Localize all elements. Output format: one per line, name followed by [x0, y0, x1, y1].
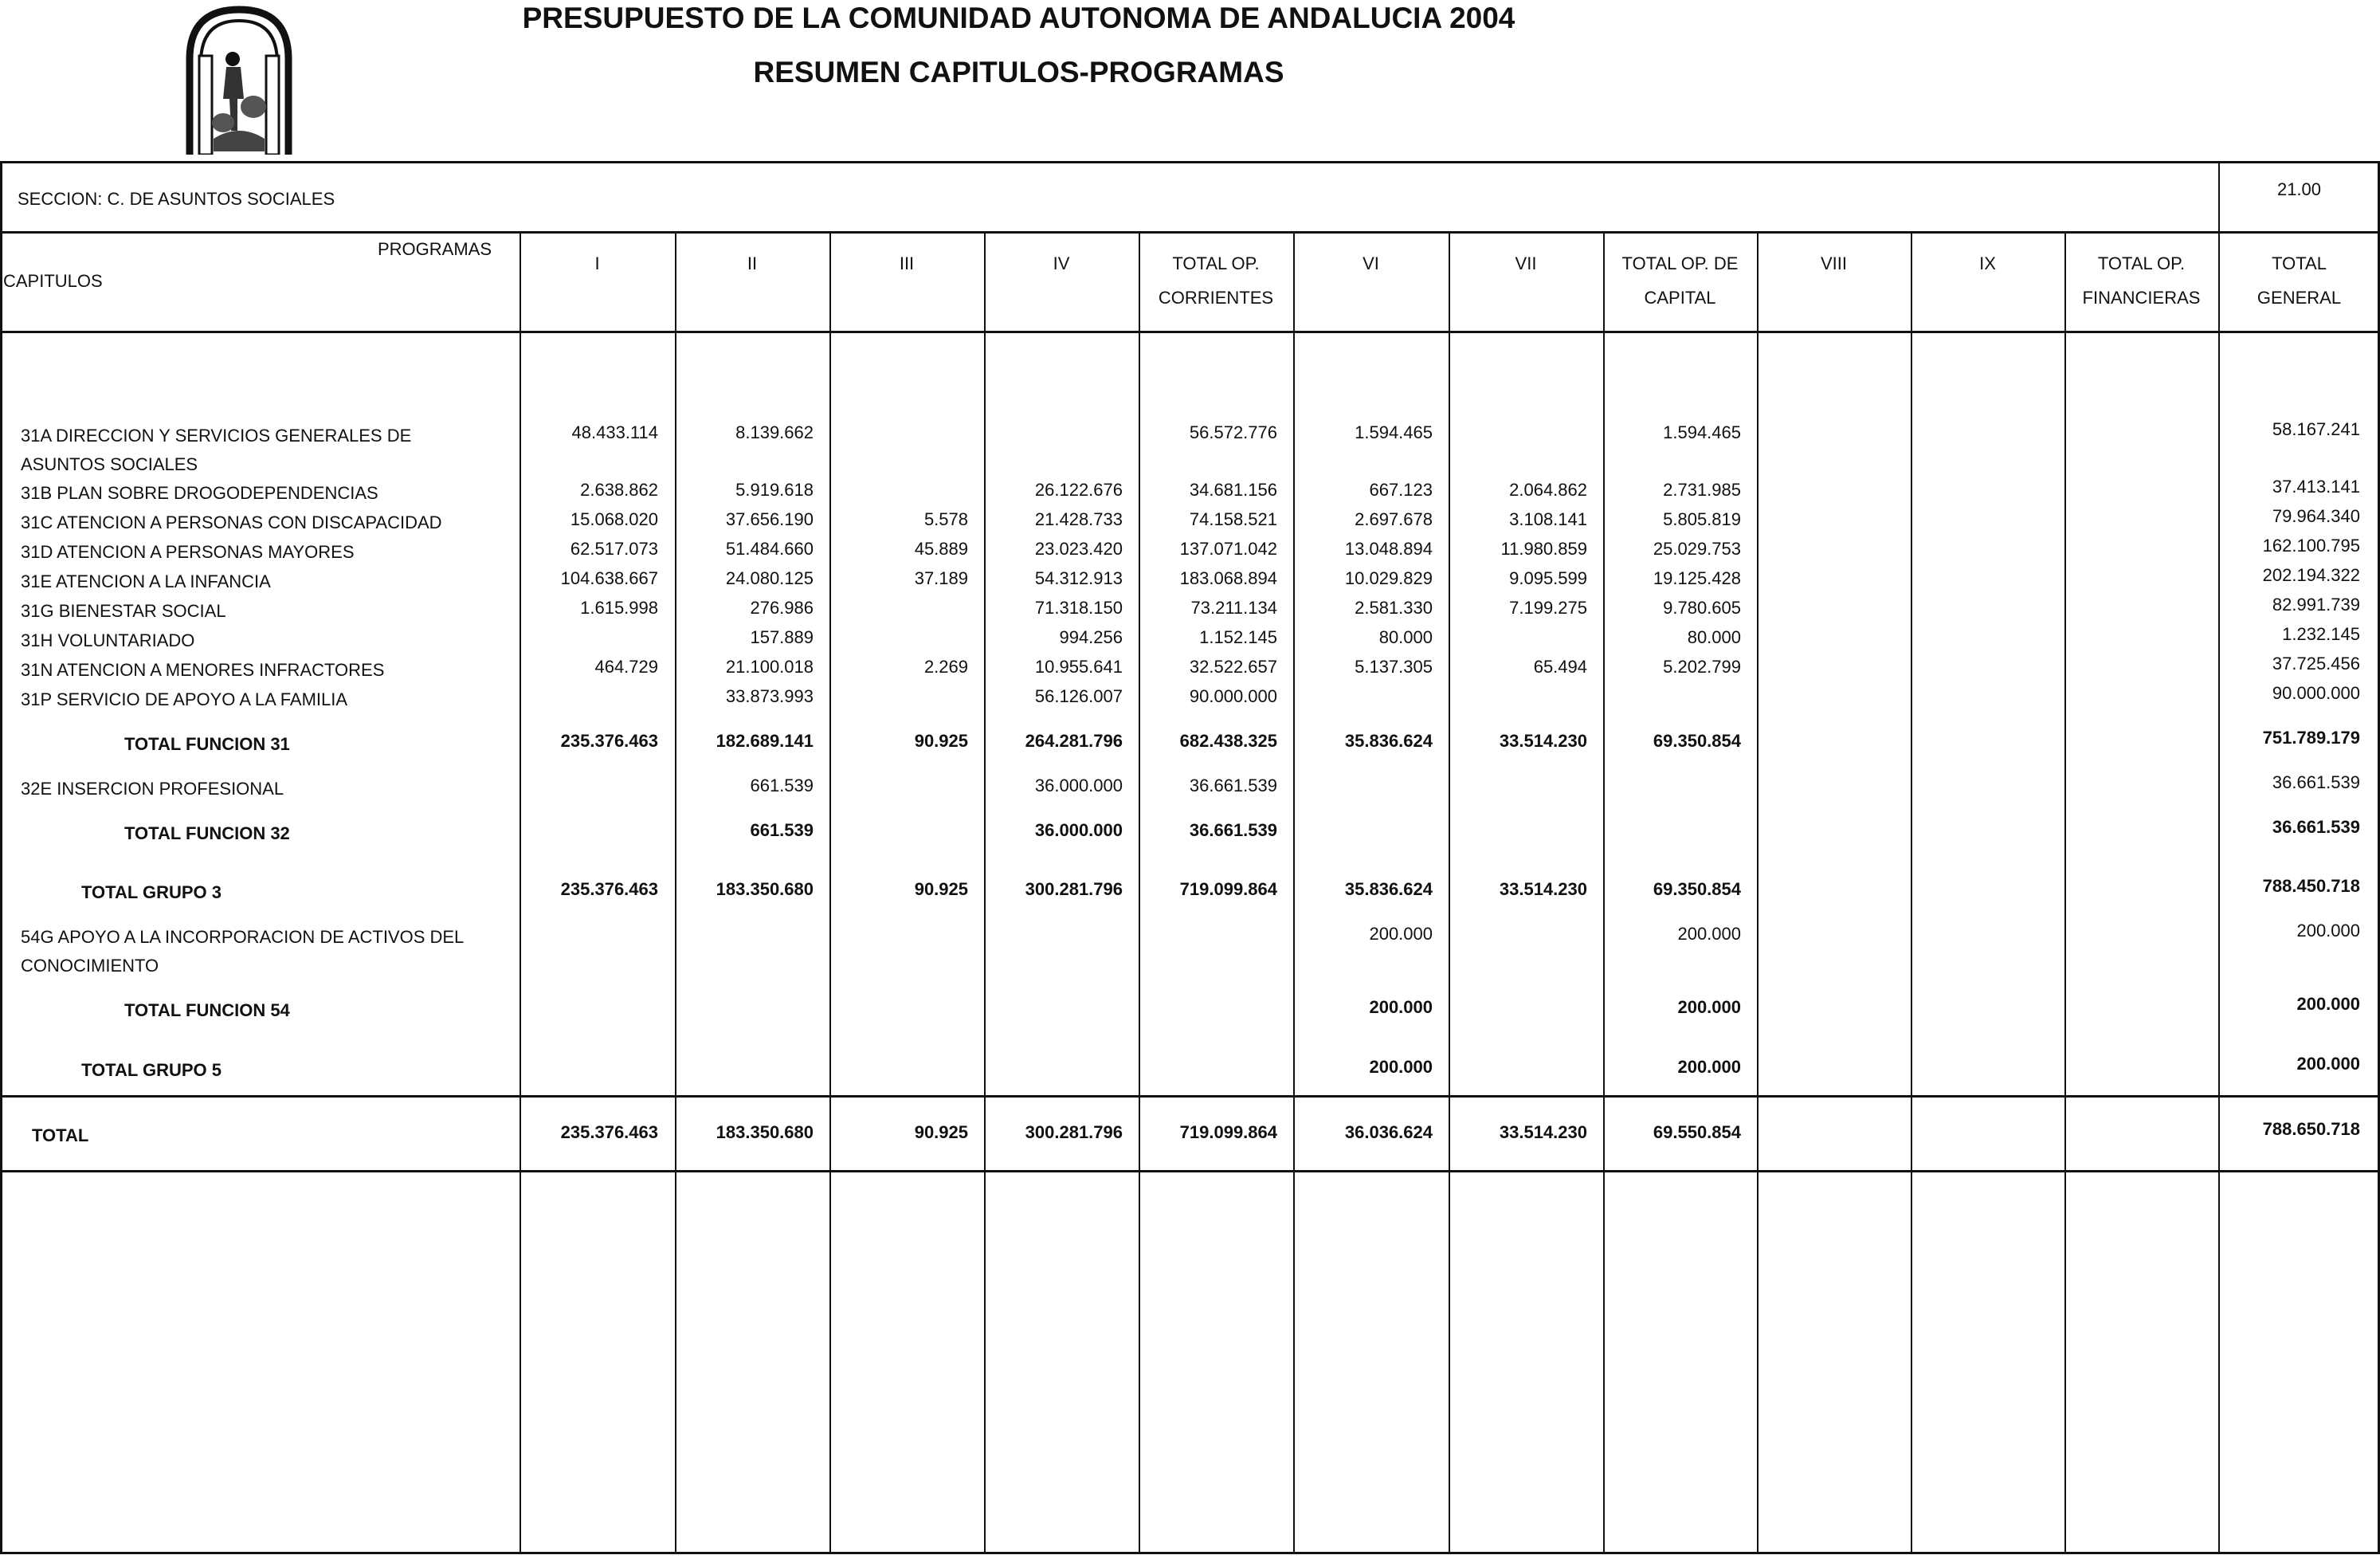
cell-r31d-iv: 23.023.420: [1034, 539, 1123, 559]
cell-tg3-iv: 300.281.796: [1025, 879, 1123, 899]
cell-r31h-tg: 1.232.145: [2282, 624, 2360, 644]
cell-total-ii: 183.350.680: [716, 1122, 814, 1142]
cell-r31d-iii: 45.889: [914, 539, 968, 559]
cell-r31g-i: 1.615.998: [580, 598, 658, 618]
row-label-r31g: 31G BIENESTAR SOCIAL: [21, 601, 226, 621]
row-label-tf32: TOTAL FUNCION 32: [124, 823, 290, 843]
cell-r31d-tg: 162.100.795: [2262, 536, 2360, 556]
row-label-total: TOTAL: [32, 1125, 89, 1145]
cell-r31n-tg: 37.725.456: [2272, 654, 2360, 673]
col-header-total-capital-1: TOTAL OP. DE: [1621, 253, 1739, 273]
header-capitulos: CAPITULOS: [3, 271, 103, 291]
cell-r31e-toc: 183.068.894: [1179, 568, 1277, 588]
row-label-r31e: 31E ATENCION A LA INFANCIA: [21, 571, 271, 591]
cell-total-vi: 36.036.624: [1344, 1122, 1433, 1142]
cell-r32e-iv: 36.000.000: [1034, 776, 1123, 795]
cell-r31h-vi: 80.000: [1378, 627, 1433, 647]
row-label-r31n: 31N ATENCION A MENORES INFRACTORES: [21, 660, 385, 680]
cell-r31g-tg: 82.991.739: [2272, 595, 2360, 615]
cell-r31h-iv: 994.256: [1059, 627, 1123, 647]
cell-total-tg: 788.650.718: [2262, 1119, 2360, 1139]
row-label-r31c: 31C ATENCION A PERSONAS CON DISCAPACIDAD: [21, 512, 442, 532]
cell-total-i: 235.376.463: [560, 1122, 658, 1142]
cell-tg5-vi: 200.000: [1369, 1057, 1433, 1077]
row-label-cont-r54g: CONOCIMIENTO: [21, 956, 159, 976]
cell-r31g-vi: 2.581.330: [1355, 598, 1433, 618]
cell-r31n-ii: 21.100.018: [725, 657, 814, 677]
cell-r31p-toc: 90.000.000: [1189, 686, 1277, 706]
cell-tf31-vi: 35.836.624: [1344, 731, 1433, 751]
cell-r31n-tcap: 5.202.799: [1663, 657, 1741, 677]
row-label-r31h: 31H VOLUNTARIADO: [21, 630, 195, 650]
cell-r31h-ii: 157.889: [750, 627, 814, 647]
row-label-tf31: TOTAL FUNCION 31: [124, 734, 290, 754]
col-header-IX: IX: [1979, 253, 1996, 273]
row-label-tg3: TOTAL GRUPO 3: [81, 882, 222, 902]
cell-r31a-toc: 56.572.776: [1189, 422, 1277, 442]
document-subtitle: RESUMEN CAPITULOS-PROGRAMAS: [753, 56, 1284, 88]
document-title: PRESUPUESTO DE LA COMUNIDAD AUTONOMA DE ANDALUCIA 2004: [522, 2, 1515, 34]
cell-tf54-tcap: 200.000: [1677, 997, 1741, 1017]
col-header-VII: VII: [1515, 253, 1537, 273]
col-header-I: I: [594, 253, 600, 273]
cell-r31g-tcap: 9.780.605: [1663, 598, 1741, 618]
col-header-total-general-1: TOTAL: [2272, 253, 2327, 273]
divider: [0, 1095, 2380, 1098]
cell-r31e-ii: 24.080.125: [725, 568, 814, 588]
cell-r31c-ii: 37.656.190: [725, 509, 814, 529]
cell-tf32-toc: 36.661.539: [1189, 820, 1277, 840]
col-header-total-financieras-2: FINANCIERAS: [2082, 288, 2201, 308]
cell-r32e-tg: 36.661.539: [2272, 772, 2360, 792]
table-frame: [0, 161, 2380, 1554]
cell-r31b-vii: 2.064.862: [1509, 480, 1587, 500]
cell-r31n-toc: 32.522.657: [1189, 657, 1277, 677]
cell-r31e-vii: 9.095.599: [1509, 568, 1587, 588]
cell-r31h-tcap: 80.000: [1687, 627, 1741, 647]
cell-r31c-i: 15.068.020: [570, 509, 658, 529]
cell-r31n-iii: 2.269: [923, 657, 968, 677]
andalucia-emblem-icon: [182, 3, 296, 155]
cell-tf31-toc: 682.438.325: [1179, 731, 1277, 751]
col-header-total-financieras-1: TOTAL OP.: [2097, 253, 2186, 273]
divider: [0, 1170, 2380, 1172]
cell-r31a-tg: 58.167.241: [2272, 419, 2360, 439]
cell-total-tcap: 69.550.854: [1653, 1122, 1741, 1142]
cell-r31e-tg: 202.194.322: [2262, 565, 2360, 585]
cell-r31n-iv: 10.955.641: [1034, 657, 1123, 677]
cell-tf31-i: 235.376.463: [560, 731, 658, 751]
cell-tf32-iv: 36.000.000: [1034, 820, 1123, 840]
col-header-total-general-2: GENERAL: [2256, 288, 2342, 308]
cell-r31g-iv: 71.318.150: [1034, 598, 1123, 618]
cell-tg5-tg: 200.000: [2296, 1054, 2360, 1074]
header-programas: PROGRAMAS: [378, 239, 492, 259]
section-code: 21.00: [2276, 179, 2322, 199]
cell-r31c-vii: 3.108.141: [1509, 509, 1587, 529]
row-label-r31a: 31A DIRECCION Y SERVICIOS GENERALES DE: [21, 426, 412, 446]
cell-r31d-vi: 13.048.894: [1344, 539, 1433, 559]
row-label-r32e: 32E INSERCION PROFESIONAL: [21, 779, 284, 799]
cell-r31p-tg: 90.000.000: [2272, 683, 2360, 703]
cell-tg3-vii: 33.514.230: [1499, 879, 1587, 899]
cell-r31e-tcap: 19.125.428: [1653, 568, 1741, 588]
cell-r31a-tcap: 1.594.465: [1663, 422, 1741, 442]
cell-r31c-toc: 74.158.521: [1189, 509, 1277, 529]
cell-tg3-i: 235.376.463: [560, 879, 658, 899]
divider: [0, 231, 2380, 234]
cell-tf32-ii: 661.539: [750, 820, 814, 840]
cell-r31b-ii: 5.919.618: [735, 480, 814, 500]
cell-r31b-tg: 37.413.141: [2272, 477, 2360, 497]
cell-r31c-tcap: 5.805.819: [1663, 509, 1741, 529]
cell-r54g-tcap: 200.000: [1677, 924, 1741, 944]
cell-tg3-ii: 183.350.680: [716, 879, 814, 899]
cell-r32e-toc: 36.661.539: [1189, 776, 1277, 795]
cell-r31e-vi: 10.029.829: [1344, 568, 1433, 588]
cell-r31p-ii: 33.873.993: [725, 686, 814, 706]
cell-total-vii: 33.514.230: [1499, 1122, 1587, 1142]
row-label-r31d: 31D ATENCION A PERSONAS MAYORES: [21, 542, 355, 562]
cell-r31b-tcap: 2.731.985: [1663, 480, 1741, 500]
cell-r31a-ii: 8.139.662: [735, 422, 814, 442]
cell-r31b-toc: 34.681.156: [1189, 480, 1277, 500]
col-header-total-capital-2: CAPITAL: [1644, 288, 1716, 308]
cell-tf54-tg: 200.000: [2296, 994, 2360, 1014]
cell-tf31-tcap: 69.350.854: [1653, 731, 1741, 751]
cell-r31p-iv: 56.126.007: [1034, 686, 1123, 706]
cell-r31g-ii: 276.986: [750, 598, 814, 618]
cell-tf54-vi: 200.000: [1369, 997, 1433, 1017]
row-label-r31b: 31B PLAN SOBRE DROGODEPENDENCIAS: [21, 483, 378, 503]
col-header-II: II: [747, 253, 758, 273]
col-header-total-corrientes-2: CORRIENTES: [1158, 288, 1274, 308]
row-label-tg5: TOTAL GRUPO 5: [81, 1060, 222, 1080]
cell-tg3-iii: 90.925: [914, 879, 968, 899]
col-header-VIII: VIII: [1820, 253, 1847, 273]
cell-tg5-tcap: 200.000: [1677, 1057, 1741, 1077]
cell-tf31-tg: 751.789.179: [2262, 728, 2360, 748]
cell-r31b-i: 2.638.862: [580, 480, 658, 500]
cell-r31c-iv: 21.428.733: [1034, 509, 1123, 529]
cell-r31d-ii: 51.484.660: [725, 539, 814, 559]
divider: [2064, 231, 2066, 1554]
cell-total-iii: 90.925: [914, 1122, 968, 1142]
cell-r31c-iii: 5.578: [923, 509, 968, 529]
cell-tg3-tg: 788.450.718: [2262, 876, 2360, 896]
cell-r31c-vi: 2.697.678: [1355, 509, 1433, 529]
cell-total-toc: 719.099.864: [1179, 1122, 1277, 1142]
cell-r31b-iv: 26.122.676: [1034, 480, 1123, 500]
cell-total-iv: 300.281.796: [1025, 1122, 1123, 1142]
cell-tg3-tcap: 69.350.854: [1653, 879, 1741, 899]
cell-r31n-vii: 65.494: [1533, 657, 1587, 677]
col-header-total-corrientes-1: TOTAL OP.: [1172, 253, 1260, 273]
cell-r31a-vi: 1.594.465: [1355, 422, 1433, 442]
cell-tf31-iii: 90.925: [914, 731, 968, 751]
row-label-r31p: 31P SERVICIO DE APOYO A LA FAMILIA: [21, 689, 348, 709]
cell-r31a-i: 48.433.114: [571, 422, 658, 442]
cell-r54g-tg: 200.000: [2296, 921, 2360, 941]
row-label-r54g: 54G APOYO A LA INCORPORACION DE ACTIVOS DEL: [21, 927, 465, 947]
cell-r31n-i: 464.729: [594, 657, 658, 677]
cell-tf31-ii: 182.689.141: [716, 731, 814, 751]
cell-tg3-vi: 35.836.624: [1344, 879, 1433, 899]
divider: [1757, 231, 1759, 1554]
section-label: SECCION: C. DE ASUNTOS SOCIALES: [18, 189, 335, 209]
cell-r31n-vi: 5.137.305: [1355, 657, 1433, 677]
row-label-tf54: TOTAL FUNCION 54: [124, 1000, 290, 1020]
cell-r31b-vi: 667.123: [1369, 480, 1433, 500]
cell-r31h-toc: 1.152.145: [1199, 627, 1277, 647]
cell-tf32-tg: 36.661.539: [2272, 817, 2360, 837]
cell-tg3-toc: 719.099.864: [1179, 879, 1277, 899]
divider: [1911, 231, 1912, 1554]
cell-tf31-iv: 264.281.796: [1025, 731, 1123, 751]
cell-r31e-iii: 37.189: [914, 568, 968, 588]
cell-r31d-tcap: 25.029.753: [1653, 539, 1741, 559]
cell-r32e-ii: 661.539: [750, 776, 814, 795]
cell-r31e-iv: 54.312.913: [1034, 568, 1123, 588]
cell-r31d-toc: 137.071.042: [1179, 539, 1277, 559]
cell-tf31-vii: 33.514.230: [1499, 731, 1587, 751]
col-header-VI: VI: [1363, 253, 1379, 273]
cell-r31d-i: 62.517.073: [570, 539, 658, 559]
cell-r31d-vii: 11.980.859: [1500, 539, 1587, 559]
cell-r54g-vi: 200.000: [1369, 924, 1433, 944]
cell-r31g-toc: 73.211.134: [1190, 598, 1277, 618]
cell-r31g-vii: 7.199.275: [1509, 598, 1587, 618]
cell-r31e-i: 104.638.667: [560, 568, 658, 588]
divider: [0, 331, 2380, 333]
row-label-cont-r31a: ASUNTOS SOCIALES: [21, 454, 198, 474]
col-header-IV: IV: [1053, 253, 1070, 273]
cell-r31c-tg: 79.964.340: [2272, 506, 2360, 526]
col-header-III: III: [899, 253, 915, 273]
